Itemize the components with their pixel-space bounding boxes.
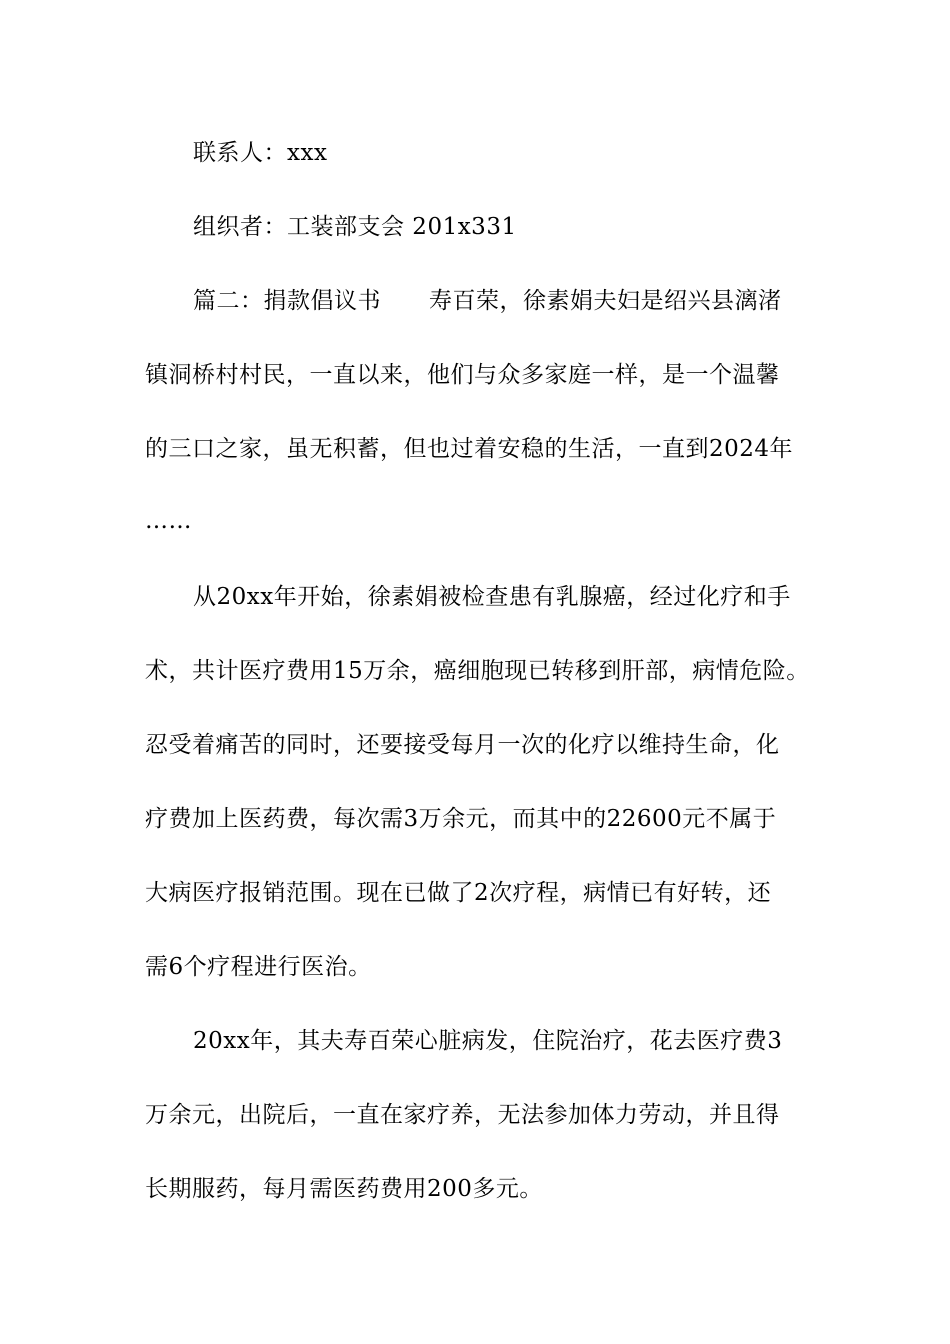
paragraph-line: 从20xx年开始，徐素娟被检查患有乳腺癌，经过化疗和手 [193,584,791,610]
ellipsis-line: …… [145,508,192,534]
paragraph-line: 疗费加上医药费，每次需3万余元，而其中的22600元不属于 [145,806,777,832]
paragraph-line: 术，共计医疗费用15万余，癌细胞现已转移到肝部，病情危险。 [145,658,810,684]
contact-line: 联系人：xxx [193,140,328,166]
section-heading: 篇二：捐款倡议书 [193,288,381,314]
paragraph-start: 寿百荣，徐素娟夫妇是绍兴县漓渚 [429,288,782,314]
paragraph-line: 万余元，出院后，一直在家疗养，无法参加体力劳动，并且得 [145,1102,780,1128]
paragraph-line: 大病医疗报销范围。现在已做了2次疗程，病情已有好转，还 [145,880,772,906]
section-heading-line [193,286,873,316]
paragraph-line: 长期服药，每月需医药费用200多元。 [145,1176,543,1202]
paragraph-line: 需6个疗程进行医治。 [145,954,372,980]
organizer-line: 组织者：工装部支会 201x331 [193,214,517,240]
paragraph-line: 20xx年，其夫寿百荣心脏病发，住院治疗，花去医疗费3 [193,1028,783,1054]
paragraph-line: 镇洞桥村村民，一直以来，他们与众多家庭一样，是一个温馨 [145,362,780,388]
paragraph-line: 忍受着痛苦的同时，还要接受每月一次的化疗以维持生命，化 [145,732,780,758]
paragraph-line: 的三口之家，虽无积蓄，但也过着安稳的生活，一直到2024年 [145,436,794,462]
